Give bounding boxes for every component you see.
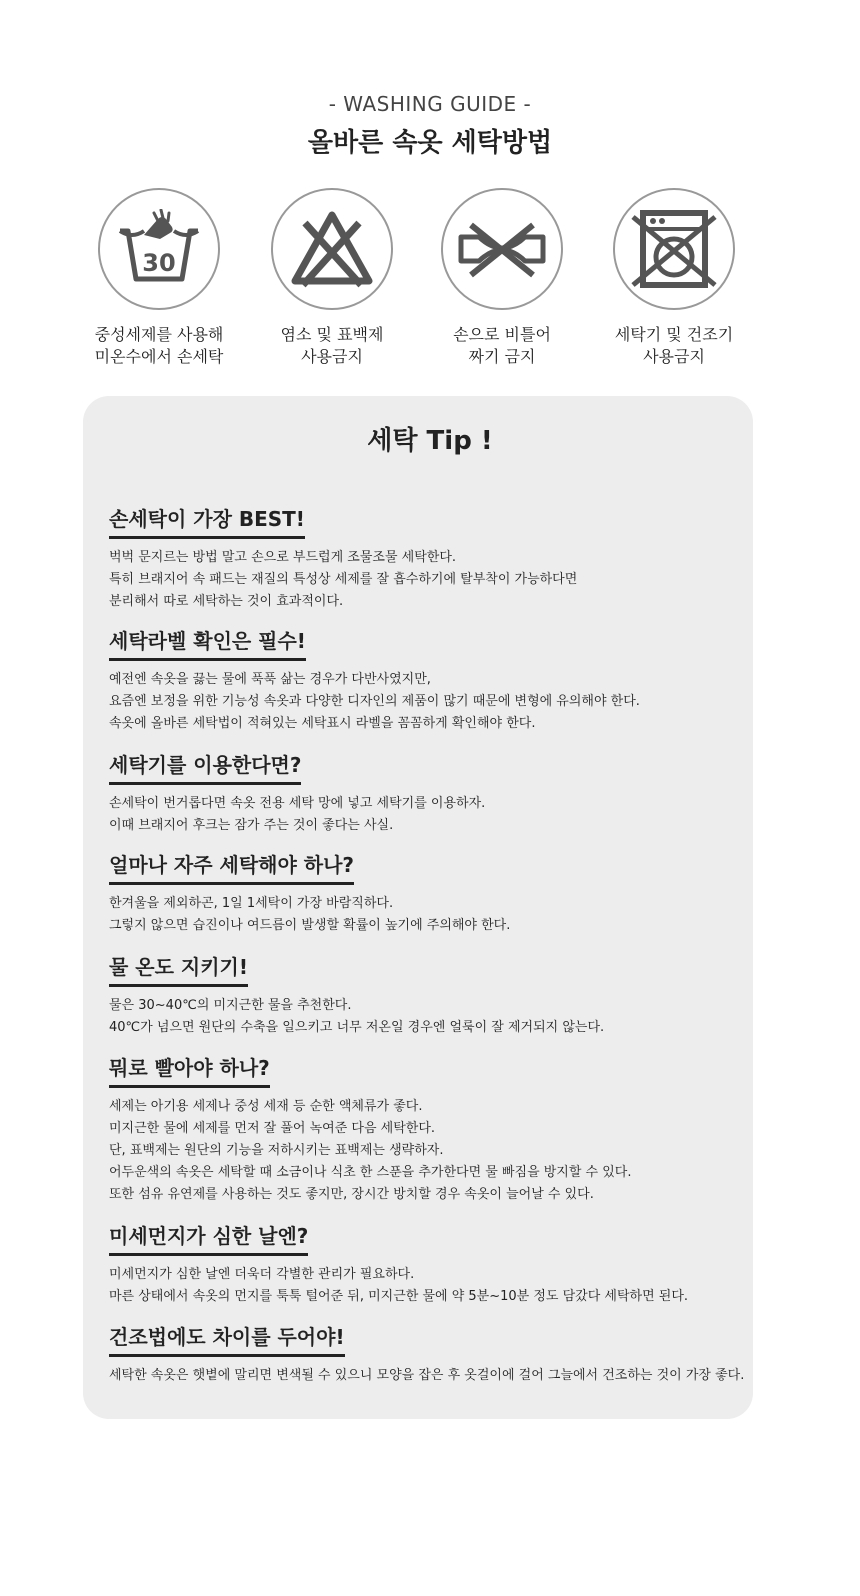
care-item-no-machine	[574, 188, 774, 368]
hand-wash-30-icon	[114, 209, 204, 289]
tip-line: 특히 브래지어 속 패드는 재질의 특성상 세제를 잘 흡수하기에 탈부착이 가능하다면	[109, 572, 578, 587]
care-caption-line: 중성세제를 사용해	[94, 325, 224, 344]
care-caption-line: 미온수에서 손세탁	[94, 347, 224, 366]
tip-section-drying	[109, 1324, 745, 1387]
care-caption-line: 사용금지	[643, 347, 705, 366]
tip-line: 분리해서 따로 세탁하는 것이 효과적이다.	[109, 594, 344, 609]
washing-guide-subtitle: - WASHING GUIDE -	[328, 92, 532, 116]
tip-heading: 건조법에도 차이를 두어야!	[109, 1324, 345, 1357]
tip-heading: 세탁기를 이용한다면?	[109, 752, 301, 785]
tip-line: 세탁한 속옷은 햇볕에 말리면 변색될 수 있으니 모양을 잡은 후 옷걸이에 걸어 그늘에서 건조하는 것이 가장 좋다.	[109, 1368, 745, 1383]
tip-line: 예전엔 속옷을 끓는 물에 푹푹 삶는 경우가 다반사였지만,	[109, 672, 431, 687]
tip-heading: 미세먼지가 심한 날엔?	[109, 1223, 308, 1256]
care-circle	[98, 188, 220, 310]
tip-line: 어두운색의 속옷은 세탁할 때 소금이나 식초 한 스푼을 추가한다면 물 빠짐을 방지할 수 있다.	[109, 1165, 632, 1180]
tip-heading: 물 온도 지키기!	[109, 954, 248, 987]
tip-section-hand-wash	[109, 506, 729, 613]
tip-section-frequency	[109, 852, 729, 937]
tip-title: 세탁 Tip !	[367, 426, 493, 456]
tip-heading: 세탁라벨 확인은 필수!	[109, 628, 306, 661]
care-item-no-wring	[402, 188, 602, 368]
tip-line: 요즘엔 보정을 위한 기능성 속옷과 다양한 디자인의 제품이 많기 때문에 변형에 유의해야 한다.	[109, 694, 640, 709]
tip-heading: 손세탁이 가장 BEST!	[109, 506, 305, 539]
care-circle	[271, 188, 393, 310]
care-caption-line: 손으로 비틀어	[453, 325, 551, 344]
care-caption-line: 사용금지	[301, 347, 363, 366]
tip-line: 또한 섬유 유연제를 사용하는 것도 좋지만, 장시간 방치할 경우 속옷이 늘어날 수 있다.	[109, 1187, 594, 1202]
care-circle	[441, 188, 563, 310]
tip-line: 이때 브래지어 후크는 잠가 주는 것이 좋다는 사실.	[109, 818, 394, 833]
tip-line: 그렇지 않으면 습진이나 여드름이 발생할 확률이 높기에 주의해야 한다.	[109, 918, 511, 933]
page-title: 올바른 속옷 세탁방법	[307, 128, 553, 158]
no-machine-wash-dry-icon	[629, 207, 719, 291]
tip-line: 손세탁이 번거롭다면 속옷 전용 세탁 망에 넣고 세탁기를 이용하자.	[109, 796, 486, 811]
tip-line: 40℃가 넘으면 원단의 수축을 일으키고 너무 저온일 경우엔 얼룩이 잘 제거되지 않는다.	[109, 1020, 605, 1035]
tip-line: 미세먼지가 심한 날엔 더욱더 각별한 관리가 필요하다.	[109, 1267, 415, 1282]
tip-section-temperature	[109, 954, 729, 1039]
tip-line: 한겨울을 제외하곤, 1일 1세탁이 가장 바람직하다.	[109, 896, 394, 911]
tip-heading: 얼마나 자주 세탁해야 하나?	[109, 852, 354, 885]
tip-line: 속옷에 올바른 세탁법이 적혀있는 세탁표시 라벨을 꼼꼼하게 확인해야 한다.	[109, 716, 536, 731]
care-caption-line: 짜기 금지	[468, 347, 536, 366]
tip-heading: 뭐로 빨아야 하나?	[109, 1055, 270, 1088]
tip-line: 세제는 아기용 세제나 중성 세재 등 순한 액체류가 좋다.	[109, 1099, 423, 1114]
tip-line: 단, 표백제는 원단의 기능을 저하시키는 표백제는 생략하자.	[109, 1143, 444, 1158]
care-item-hand-wash	[59, 188, 259, 368]
wash-temp-label: 30	[142, 249, 176, 277]
tip-line: 마른 상태에서 속옷의 먼지를 툭툭 털어준 뒤, 미지근한 물에 약 5분~10분 정도 담갔다 세탁하면 된다.	[109, 1289, 689, 1304]
no-wring-icon	[457, 209, 547, 289]
tip-line: 미지근한 물에 세제를 먼저 잘 풀어 녹여준 다음 세탁한다.	[109, 1121, 436, 1136]
care-circle	[613, 188, 735, 310]
tip-section-label	[109, 628, 729, 735]
care-caption-line: 세탁기 및 건조기	[614, 325, 734, 344]
tip-line: 벅벅 문지르는 방법 말고 손으로 부드럽게 조물조물 세탁한다.	[109, 550, 457, 565]
tip-section-fine-dust	[109, 1223, 729, 1308]
care-caption-line: 염소 및 표백제	[280, 325, 384, 344]
no-bleach-icon	[287, 209, 377, 289]
tip-section-detergent	[109, 1055, 729, 1206]
tip-line: 물은 30~40℃의 미지근한 물을 추천한다.	[109, 998, 352, 1013]
tip-section-machine	[109, 752, 729, 837]
